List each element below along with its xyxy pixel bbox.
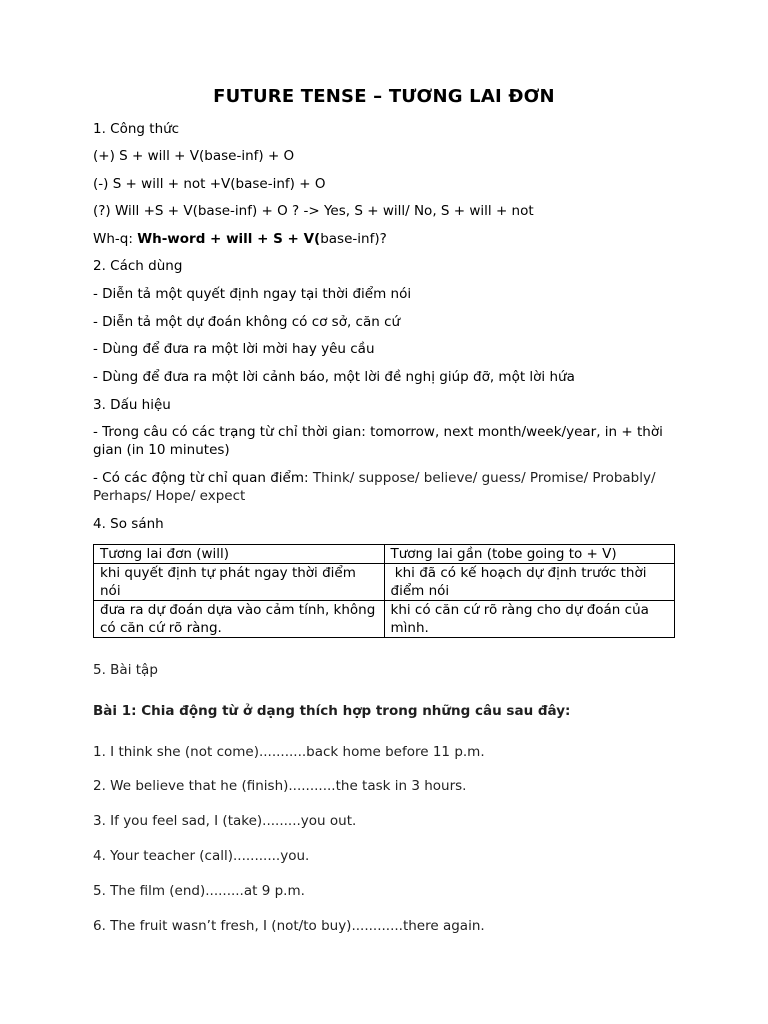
usage-item: - Diễn tả một quyết định ngay tại thời điểm nói: [93, 286, 412, 302]
usage-item: - Diễn tả một dự đoán không có cơ sở, căn cứ: [93, 314, 401, 330]
whq-bold: Wh-word + will + S + V(: [137, 231, 321, 247]
exercise-question: 3. If you feel sad, I (take).........you out.: [93, 813, 357, 829]
exercise-title: Bài 1: Chia động từ ở dạng thích hợp trong những câu sau đây:: [93, 703, 571, 719]
left-header: Tương lai đơn (will): [94, 545, 384, 564]
section-1-heading: 1. Công thức: [93, 121, 180, 137]
table-cell: [94, 545, 385, 601]
right-cell: khi có căn cứ rõ ràng cho dự đoán của mình.: [384, 601, 675, 638]
left-cell: khi quyết định tự phát ngay thời điểm nói: [100, 565, 356, 599]
table-row: [94, 545, 675, 601]
whq-prefix: Wh-q:: [93, 231, 138, 247]
formula-whq: [93, 230, 683, 248]
formula-question: (?) Will +S + V(base-inf) + O ? -> Yes, S + will/ No, S + will + not: [93, 203, 534, 219]
usage-item: - Dùng để đưa ra một lời mời hay yêu cầu: [93, 341, 375, 357]
section-3-heading: 3. Dấu hiệu: [93, 397, 171, 413]
signal-item-adverbs: - Trong câu có các trạng từ chỉ thời gian: tomorrow, next month/week/year, in + thời gian (in 10 minutes): [93, 424, 668, 458]
exercise-question: 1. I think she (not come)...........back home before 11 p.m.: [93, 744, 485, 760]
right-header: Tương lai gần (tobe going to + V): [385, 545, 675, 564]
signal-verbs-prefix: - Có các động từ chỉ quan điểm:: [93, 470, 313, 486]
left-cell: đưa ra dự đoán dựa vào cảm tính, không có căn cứ rõ ràng.: [94, 601, 385, 638]
formula-negative: (-) S + will + not +V(base-inf) + O: [93, 176, 326, 192]
signal-verbs-list: Think/ suppose/ believe/ guess/ Promise/ Probably/ Perhaps/ Hope/ expect: [93, 470, 660, 504]
section-5-heading: 5. Bài tập: [93, 662, 158, 678]
exercise-question: 4. Your teacher (call)...........you.: [93, 848, 310, 864]
document-title: FUTURE TENSE – TƯƠNG LAI ĐƠN: [213, 86, 555, 107]
whq-suffix: base-inf)?: [320, 231, 387, 247]
table-cell: [384, 545, 675, 601]
section-2-heading: 2. Cách dùng: [93, 258, 183, 274]
formula-positive: (+) S + will + V(base-inf) + O: [93, 148, 295, 164]
table-row: [94, 601, 675, 638]
right-cell: khi đã có kế hoạch dự định trước thời điểm nói: [390, 565, 651, 599]
comparison-table: [93, 544, 675, 638]
usage-item: - Dùng để đưa ra một lời cảnh báo, một lời đề nghị giúp đỡ, một lời hứa: [93, 369, 575, 385]
exercise-question: 2. We believe that he (finish)...........the task in 3 hours.: [93, 778, 467, 794]
exercise-question: 5. The film (end).........at 9 p.m.: [93, 883, 305, 899]
exercise-question: 6. The fruit wasn’t fresh, I (not/to buy)............there again.: [93, 918, 485, 934]
section-4-heading: 4. So sánh: [93, 516, 164, 532]
signal-item-verbs: [93, 469, 683, 505]
